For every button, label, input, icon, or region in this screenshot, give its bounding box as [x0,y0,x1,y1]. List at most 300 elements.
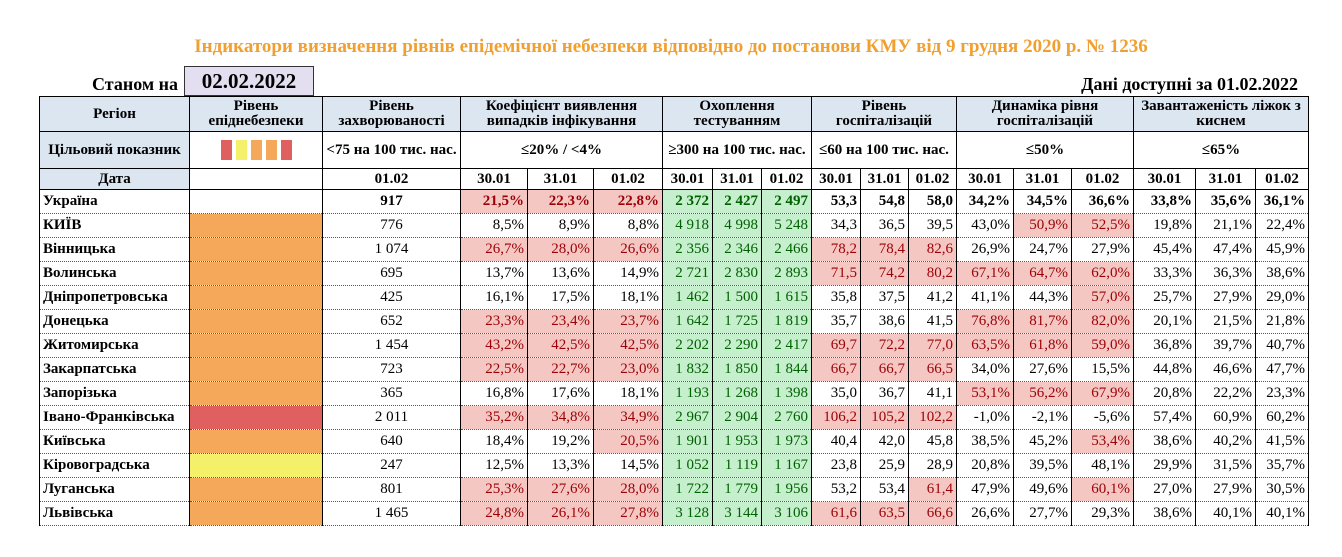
header-hospitalization: Рівень госпіталізацій [812,97,957,132]
hosp-dynamics-value: 44,3% [1014,286,1072,310]
detection-value: 22,7% [528,358,594,382]
date-column-header: 01.02 [1256,169,1309,190]
testing-value: 2 893 [762,262,812,286]
region-name: Запорізька [40,382,190,406]
detection-value: 28,0% [528,238,594,262]
region-name: Донецька [40,310,190,334]
oxygen-beds-value: 33,3% [1134,262,1196,286]
target-detection: ≤20% / <4% [461,132,663,169]
detection-value: 21,5% [461,190,528,214]
detection-value: 14,9% [594,262,663,286]
hospitalization-value: 37,5 [861,286,909,310]
testing-value: 2 202 [663,334,713,358]
region-name: Вінницька [40,238,190,262]
hospitalization-value: 106,2 [812,406,861,430]
target-hospitalization: ≤60 на 100 тис. нас. [812,132,957,169]
hosp-dynamics-value: 82,0% [1072,310,1134,334]
table-row [40,238,1309,262]
detection-value: 13,6% [528,262,594,286]
date-column-header: 30.01 [957,169,1014,190]
testing-value: 1 052 [663,454,713,478]
oxygen-beds-value: 33,8% [1134,190,1196,214]
testing-value: 2 466 [762,238,812,262]
region-name: Україна [40,190,190,214]
detection-value: 42,5% [528,334,594,358]
epidemic-level-cell [190,190,323,214]
date-column-header: 01.02 [909,169,957,190]
detection-value: 22,5% [461,358,528,382]
hospitalization-value: 40,4 [812,430,861,454]
hospitalization-value: 63,5 [861,502,909,526]
data-available-label: Дані доступні за 01.02.2022 [1081,74,1298,94]
hospitalization-value: 78,2 [812,238,861,262]
incidence-value: 652 [323,310,461,334]
detection-value: 16,1% [461,286,528,310]
table-row [40,502,1309,526]
hospitalization-value: 69,7 [812,334,861,358]
hospitalization-value: 61,4 [909,478,957,502]
table-row [40,334,1309,358]
table-row [40,406,1309,430]
table-row [40,358,1309,382]
oxygen-beds-value: 39,7% [1196,334,1256,358]
hospitalization-value: 53,3 [812,190,861,214]
target-incidence: <75 на 100 тис. нас. [323,132,461,169]
table-row [40,310,1309,334]
epidemic-level-cell [190,238,323,262]
epidemic-level-cell [190,286,323,310]
incidence-value: 365 [323,382,461,406]
level-swatch [221,140,232,160]
date-column-header: 01.02 [594,169,663,190]
hosp-dynamics-value: 27,7% [1014,502,1072,526]
incidence-value: 1 074 [323,238,461,262]
date-label: Дата [40,169,190,190]
hospitalization-value: 53,2 [812,478,861,502]
hosp-dynamics-value: 47,9% [957,478,1014,502]
incidence-value: 2 011 [323,406,461,430]
hosp-dynamics-value: 53,4% [1072,430,1134,454]
hospitalization-value: 71,5 [812,262,861,286]
hosp-dynamics-value: 15,5% [1072,358,1134,382]
detection-value: 28,0% [594,478,663,502]
target-level-swatches [190,132,323,169]
hospitalization-value: 72,2 [861,334,909,358]
hospitalization-value: 35,0 [812,382,861,406]
oxygen-beds-value: 31,5% [1196,454,1256,478]
hosp-dynamics-value: 56,2% [1014,382,1072,406]
hospitalization-value: 66,7 [812,358,861,382]
oxygen-beds-value: 22,2% [1196,382,1256,406]
hosp-dynamics-value: 76,8% [957,310,1014,334]
hosp-dynamics-value: 38,5% [957,430,1014,454]
testing-value: 1 268 [713,382,762,406]
testing-value: 2 760 [762,406,812,430]
oxygen-beds-value: 36,1% [1256,190,1309,214]
oxygen-beds-value: 47,4% [1196,238,1256,262]
level-swatch [236,140,247,160]
testing-value: 1 901 [663,430,713,454]
region-name: Дніпропетровська [40,286,190,310]
testing-value: 3 144 [713,502,762,526]
testing-value: 2 346 [713,238,762,262]
hosp-dynamics-value: 39,5% [1014,454,1072,478]
incidence-value: 917 [323,190,461,214]
testing-value: 1 642 [663,310,713,334]
detection-value: 26,1% [528,502,594,526]
hospitalization-value: 36,7 [861,382,909,406]
epidemic-level-cell [190,478,323,502]
detection-value: 22,3% [528,190,594,214]
header-hosp-dynamics: Динаміка рівня госпіталізацій [957,97,1134,132]
table-row [40,454,1309,478]
hosp-dynamics-value: 24,7% [1014,238,1072,262]
testing-value: 1 722 [663,478,713,502]
hosp-dynamics-value: 67,9% [1072,382,1134,406]
hosp-dynamics-value: 34,0% [957,358,1014,382]
region-name: Житомирська [40,334,190,358]
target-hosp-dynamics: ≤50% [957,132,1134,169]
oxygen-beds-value: 22,4% [1256,214,1309,238]
testing-value: 1 725 [713,310,762,334]
oxygen-beds-value: 35,6% [1196,190,1256,214]
hosp-dynamics-value: 63,5% [957,334,1014,358]
testing-value: 4 998 [713,214,762,238]
target-testing: ≥300 на 100 тис. нас. [663,132,812,169]
detection-value: 20,5% [594,430,663,454]
hosp-dynamics-value: 27,9% [1072,238,1134,262]
header-testing: Охоплення тестуванням [663,97,812,132]
detection-value: 18,4% [461,430,528,454]
date-column-header: 30.01 [663,169,713,190]
incidence-value: 723 [323,358,461,382]
oxygen-beds-value: 21,8% [1256,310,1309,334]
incidence-value: 801 [323,478,461,502]
detection-value: 23,0% [594,358,663,382]
testing-value: 1 398 [762,382,812,406]
oxygen-beds-value: 40,7% [1256,334,1309,358]
hospitalization-value: 35,8 [812,286,861,310]
detection-value: 18,1% [594,382,663,406]
as-of-date: 02.02.2022 [184,66,314,96]
hosp-dynamics-value: 27,6% [1014,358,1072,382]
as-of-block [92,70,314,96]
hospitalization-value: 105,2 [861,406,909,430]
region-name: Кіровоградська [40,454,190,478]
hosp-dynamics-value: 64,7% [1014,262,1072,286]
testing-value: 1 462 [663,286,713,310]
region-name: Волинська [40,262,190,286]
hosp-dynamics-value: 48,1% [1072,454,1134,478]
epidemic-level-cell [190,310,323,334]
oxygen-beds-value: 38,6% [1134,430,1196,454]
oxygen-beds-value: 38,6% [1134,502,1196,526]
detection-value: 16,8% [461,382,528,406]
oxygen-beds-value: 60,9% [1196,406,1256,430]
testing-value: 2 427 [713,190,762,214]
hospitalization-value: 41,1 [909,382,957,406]
page-title: Індикатори визначення рівнів епідемічної небезпеки відповідно до постанови КМУ від 9 грудня 2020 р. № 1236 [194,36,1148,57]
detection-value: 8,8% [594,214,663,238]
hospitalization-value: 34,3 [812,214,861,238]
hosp-dynamics-value: 45,2% [1014,430,1072,454]
testing-value: 2 356 [663,238,713,262]
epidemic-level-cell [190,262,323,286]
detection-value: 19,2% [528,430,594,454]
testing-value: 3 128 [663,502,713,526]
date-column-header: 01.02 [762,169,812,190]
hosp-dynamics-value: 81,7% [1014,310,1072,334]
hosp-dynamics-value: 67,1% [957,262,1014,286]
hosp-dynamics-value: 43,0% [957,214,1014,238]
oxygen-beds-value: 25,7% [1134,286,1196,310]
oxygen-beds-value: 46,6% [1196,358,1256,382]
header-oxygen-beds: Завантаженість ліжок з киснем [1134,97,1309,132]
date-column-header: 01.02 [1072,169,1134,190]
hosp-dynamics-value: 34,2% [957,190,1014,214]
target-oxygen-beds: ≤65% [1134,132,1309,169]
hospitalization-value: 54,8 [861,190,909,214]
oxygen-beds-value: 41,5% [1256,430,1309,454]
hospitalization-value: 45,8 [909,430,957,454]
detection-value: 23,7% [594,310,663,334]
oxygen-beds-value: 36,8% [1134,334,1196,358]
oxygen-beds-value: 20,1% [1134,310,1196,334]
hosp-dynamics-value: 20,8% [957,454,1014,478]
testing-value: 1 819 [762,310,812,334]
hospitalization-value: 78,4 [861,238,909,262]
table-row [40,262,1309,286]
hospitalization-value: 66,6 [909,502,957,526]
table-row [40,214,1309,238]
oxygen-beds-value: 30,5% [1256,478,1309,502]
hospitalization-value: 25,9 [861,454,909,478]
incidence-value: 776 [323,214,461,238]
testing-value: 1 167 [762,454,812,478]
oxygen-beds-value: 60,2% [1256,406,1309,430]
oxygen-beds-value: 38,6% [1256,262,1309,286]
level-swatch [281,140,292,160]
detection-value: 43,2% [461,334,528,358]
date-column-header: 30.01 [812,169,861,190]
hospitalization-value: 42,0 [861,430,909,454]
hospitalization-value: 74,2 [861,262,909,286]
detection-value: 13,3% [528,454,594,478]
header-region: Регіон [40,97,190,132]
region-name: Львівська [40,502,190,526]
oxygen-beds-value: 23,3% [1256,382,1309,406]
oxygen-beds-value: 40,1% [1196,502,1256,526]
hosp-dynamics-value: 52,5% [1072,214,1134,238]
hospitalization-value: 41,2 [909,286,957,310]
hospitalization-value: 80,2 [909,262,957,286]
detection-value: 24,8% [461,502,528,526]
table-row [40,382,1309,406]
hospitalization-value: 35,7 [812,310,861,334]
table-row [40,286,1309,310]
detection-value: 27,8% [594,502,663,526]
testing-value: 1 119 [713,454,762,478]
oxygen-beds-value: 45,9% [1256,238,1309,262]
testing-value: 1 973 [762,430,812,454]
incidence-value: 640 [323,430,461,454]
incidence-value: 247 [323,454,461,478]
testing-value: 2 290 [713,334,762,358]
detection-value: 8,5% [461,214,528,238]
detection-value: 22,8% [594,190,663,214]
hospitalization-value: 77,0 [909,334,957,358]
table-row [40,430,1309,454]
hosp-dynamics-value: 59,0% [1072,334,1134,358]
testing-value: 1 850 [713,358,762,382]
epidemic-level-cell [190,502,323,526]
oxygen-beds-value: 36,3% [1196,262,1256,286]
date-level-empty [190,169,323,190]
testing-value: 5 248 [762,214,812,238]
region-name: Луганська [40,478,190,502]
detection-value: 18,1% [594,286,663,310]
detection-value: 12,5% [461,454,528,478]
region-name: Київська [40,430,190,454]
region-name: КИЇВ [40,214,190,238]
hosp-dynamics-value: 26,9% [957,238,1014,262]
hosp-dynamics-value: -5,6% [1072,406,1134,430]
date-column-header: 31.01 [1014,169,1072,190]
detection-value: 8,9% [528,214,594,238]
oxygen-beds-value: 19,8% [1134,214,1196,238]
incidence-value: 1 454 [323,334,461,358]
header-level: Рівень епіднебезпеки [190,97,323,132]
date-column-header: 31.01 [861,169,909,190]
date-column-header: 31.01 [713,169,762,190]
hospitalization-value: 36,5 [861,214,909,238]
testing-value: 3 106 [762,502,812,526]
hospitalization-value: 38,6 [861,310,909,334]
epidemic-level-cell [190,334,323,358]
table-row [40,190,1309,214]
testing-value: 2 417 [762,334,812,358]
oxygen-beds-value: 27,9% [1196,286,1256,310]
hospitalization-value: 39,5 [909,214,957,238]
detection-value: 17,5% [528,286,594,310]
detection-value: 34,8% [528,406,594,430]
testing-value: 2 372 [663,190,713,214]
hospitalization-value: 58,0 [909,190,957,214]
detection-value: 23,3% [461,310,528,334]
hosp-dynamics-value: 49,6% [1014,478,1072,502]
testing-value: 1 500 [713,286,762,310]
epidemic-level-cell [190,214,323,238]
hosp-dynamics-value: 62,0% [1072,262,1134,286]
incidence-value: 425 [323,286,461,310]
hosp-dynamics-value: 61,8% [1014,334,1072,358]
hosp-dynamics-value: 26,6% [957,502,1014,526]
hosp-dynamics-value: 34,5% [1014,190,1072,214]
hospitalization-value: 41,5 [909,310,957,334]
testing-value: 1 779 [713,478,762,502]
hosp-dynamics-value: 50,9% [1014,214,1072,238]
oxygen-beds-value: 40,2% [1196,430,1256,454]
oxygen-beds-value: 20,8% [1134,382,1196,406]
oxygen-beds-value: 47,7% [1256,358,1309,382]
hospitalization-value: 66,5 [909,358,957,382]
date-column-header: 31.01 [1196,169,1256,190]
oxygen-beds-value: 21,1% [1196,214,1256,238]
detection-value: 14,5% [594,454,663,478]
epidemic-level-cell [190,454,323,478]
incidence-value: 1 465 [323,502,461,526]
date-column-header: 31.01 [528,169,594,190]
testing-value: 2 497 [762,190,812,214]
level-swatch [266,140,277,160]
date-incidence: 01.02 [323,169,461,190]
detection-value: 26,7% [461,238,528,262]
testing-value: 1 615 [762,286,812,310]
as-of-label: Станом на [92,74,178,94]
date-column-header: 30.01 [461,169,528,190]
oxygen-beds-value: 40,1% [1256,502,1309,526]
hospitalization-value: 66,7 [861,358,909,382]
hosp-dynamics-value: 29,3% [1072,502,1134,526]
oxygen-beds-value: 21,5% [1196,310,1256,334]
hosp-dynamics-value: 60,1% [1072,478,1134,502]
oxygen-beds-value: 45,4% [1134,238,1196,262]
hosp-dynamics-value: 57,0% [1072,286,1134,310]
detection-value: 25,3% [461,478,528,502]
hospitalization-value: 28,9 [909,454,957,478]
oxygen-beds-value: 27,0% [1134,478,1196,502]
testing-value: 2 721 [663,262,713,286]
hosp-dynamics-value: -2,1% [1014,406,1072,430]
oxygen-beds-value: 44,8% [1134,358,1196,382]
target-label: Цільовий показник [40,132,190,169]
detection-value: 27,6% [528,478,594,502]
oxygen-beds-value: 29,0% [1256,286,1309,310]
hosp-dynamics-value: 36,6% [1072,190,1134,214]
epidemic-level-cell [190,406,323,430]
detection-value: 23,4% [528,310,594,334]
epidemic-level-cell [190,382,323,406]
hosp-dynamics-value: 53,1% [957,382,1014,406]
testing-value: 1 193 [663,382,713,406]
detection-value: 17,6% [528,382,594,406]
testing-value: 4 918 [663,214,713,238]
testing-value: 1 956 [762,478,812,502]
oxygen-beds-value: 29,9% [1134,454,1196,478]
detection-value: 42,5% [594,334,663,358]
date-column-header: 30.01 [1134,169,1196,190]
hospitalization-value: 61,6 [812,502,861,526]
oxygen-beds-value: 57,4% [1134,406,1196,430]
detection-value: 26,6% [594,238,663,262]
epidemic-level-cell [190,358,323,382]
hosp-dynamics-value: 41,1% [957,286,1014,310]
incidence-value: 695 [323,262,461,286]
header-detection: Коефіцієнт виявлення випадків інфікування [461,97,663,132]
region-name: Закарпатська [40,358,190,382]
testing-value: 2 967 [663,406,713,430]
testing-value: 1 953 [713,430,762,454]
epidemic-level-cell [190,430,323,454]
hosp-dynamics-value: -1,0% [957,406,1014,430]
detection-value: 34,9% [594,406,663,430]
indicators-table [39,96,1309,526]
testing-value: 1 832 [663,358,713,382]
hospitalization-value: 82,6 [909,238,957,262]
oxygen-beds-value: 27,9% [1196,478,1256,502]
testing-value: 2 904 [713,406,762,430]
table-row [40,478,1309,502]
